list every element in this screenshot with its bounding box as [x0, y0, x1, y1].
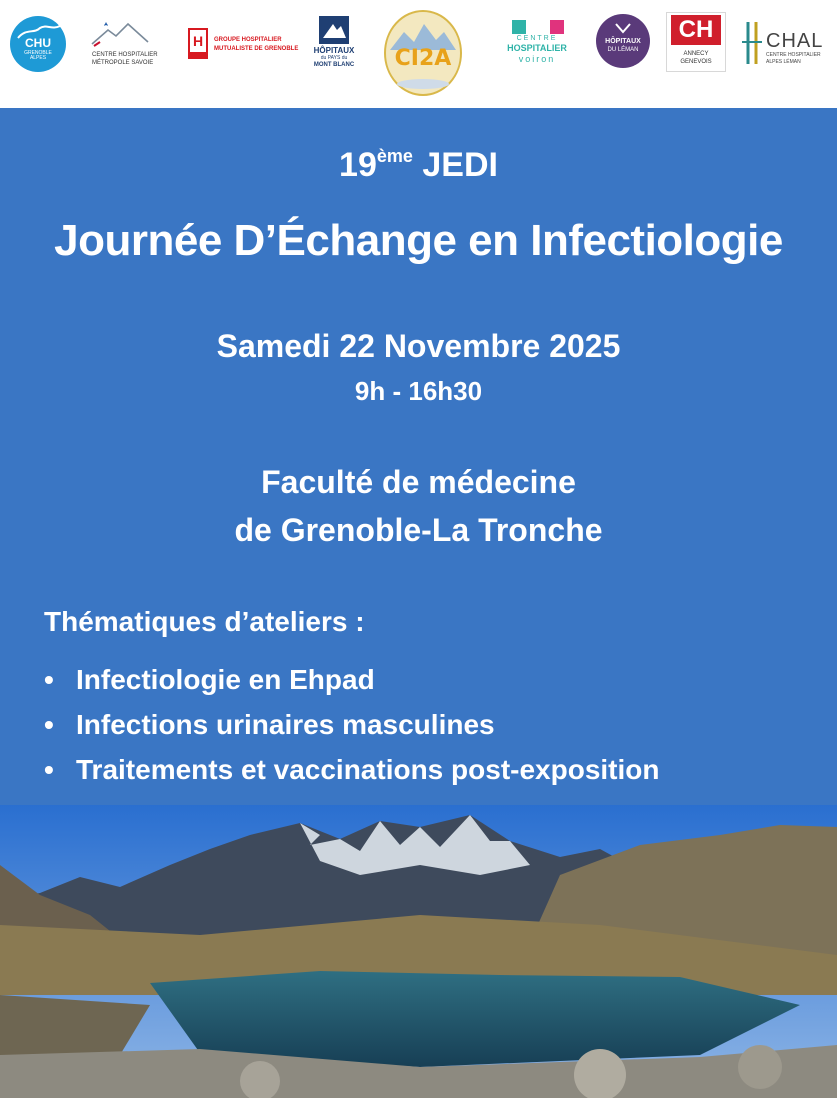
edition-ordinal: ème [376, 146, 413, 166]
ch-voiron-line3: voiron [518, 54, 556, 64]
ghm-logo-line2: MUTUALISTE DE GRENOBLE [214, 46, 299, 52]
edition-number: 19 [339, 146, 377, 184]
ghm-logo-bar [188, 54, 208, 59]
topic-label: Traitements et vaccinations post-exposition [76, 754, 660, 785]
hpmb-logo-line2: du PAYS du [320, 55, 348, 61]
chms-logo [84, 20, 174, 68]
chms-logo-line1: CENTRE HOSPITALIER [92, 52, 158, 58]
topic-label: Infections urinaires masculines [76, 709, 495, 740]
bullet-icon: • [44, 709, 54, 740]
hopitaux-leman-line2: DU LÉMAN [607, 47, 639, 53]
topic-label: Infectiologie en Ehpad [76, 664, 375, 695]
chms-logo-mark [90, 20, 150, 48]
chal-logo-line2: ALPES LÉMAN [766, 59, 801, 65]
ghm-logo-line1: GROUPE HOSPITALIER [214, 37, 282, 43]
ghm-logo-mark: H [188, 28, 208, 54]
boulder [738, 1045, 782, 1089]
chu-grenoble-logo [10, 16, 66, 72]
bullet-icon: • [44, 754, 54, 785]
event-date: Samedi 22 Novembre 2025 [216, 328, 621, 364]
event-hours: 9h - 16h30 [354, 376, 483, 406]
ghm-logo [188, 28, 300, 62]
bullet-icon: • [44, 664, 54, 695]
hopitaux-leman-logo [596, 14, 650, 68]
chms-logo-line2: MÉTROPOLE SAVOIE [92, 60, 154, 66]
event-title: Journée D’Échange en Infectiologie [54, 216, 783, 265]
hpmb-logo-mark [319, 16, 349, 44]
chal-logo-line1: CENTRE HOSPITALIER [766, 52, 821, 58]
partner-logos-bar [0, 0, 837, 108]
edition-name: JEDI [422, 146, 498, 184]
event-edition [0, 146, 837, 185]
ch-voiron-logo [502, 20, 572, 68]
event-venue-line2: de Grenoble-La Tronche [234, 512, 603, 548]
hpmb-logo [310, 16, 358, 72]
ch-annecy-line1: ANNECY [683, 51, 709, 57]
ch-annecy-main: CH [671, 15, 721, 45]
ci2a-logo-main: CI2A [394, 46, 452, 71]
chu-logo-sub: GRENOBLE ALPES [24, 50, 52, 62]
topic-item [44, 707, 659, 752]
ch-annecy-logo [666, 12, 726, 72]
chal-logo [740, 20, 828, 70]
ch-voiron-line2: HOSPITALIER [507, 43, 567, 53]
mountain-lake-photo [0, 805, 837, 1098]
lake [150, 971, 800, 1067]
hpmb-logo-line1: HÔPITAUX [313, 46, 355, 55]
chu-logo-main: CHU [25, 36, 51, 50]
chal-logo-mark [740, 20, 764, 66]
ch-annecy-line2: GENEVOIS [680, 59, 712, 65]
event-info-panel [0, 108, 837, 805]
chal-logo-main: CHAL [766, 30, 824, 52]
ch-voiron-mark [512, 20, 526, 34]
ch-voiron-line1: CENTRE [516, 35, 558, 42]
ch-voiron-mark-2 [550, 20, 564, 34]
topic-item [44, 662, 659, 707]
event-venue-line1: Faculté de médecine [261, 464, 576, 500]
ci2a-logo [384, 10, 462, 96]
hopitaux-leman-line1: HÔPITAUX [605, 38, 641, 45]
topic-item [44, 752, 659, 797]
hpmb-logo-line3: MONT BLANC [313, 62, 355, 68]
topics-heading: Thématiques d’ateliers : [44, 606, 365, 637]
topics-list [44, 662, 659, 797]
